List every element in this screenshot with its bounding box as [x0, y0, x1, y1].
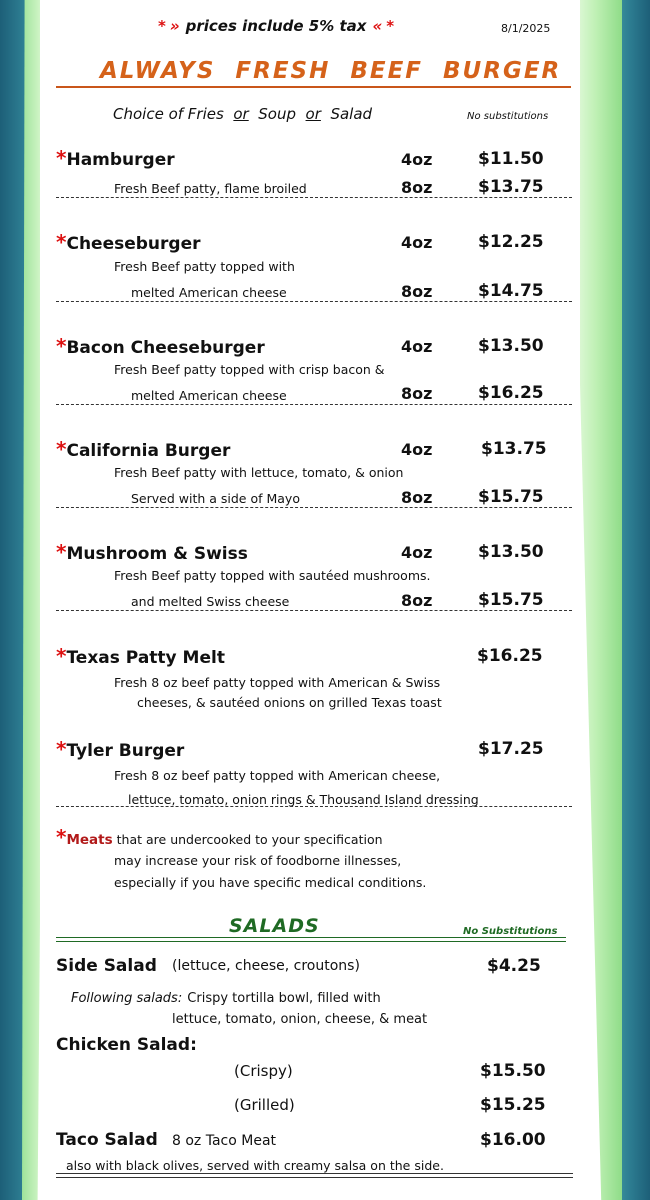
dashed-divider [56, 507, 572, 508]
side-salad-price: $4.25 [487, 956, 541, 976]
menu-item-name: *Cheeseburger [56, 230, 201, 254]
double-chevron-right-icon: » [169, 17, 180, 35]
chicken-grilled-price: $15.25 [480, 1095, 546, 1115]
star-icon: * [56, 437, 67, 461]
size-label: 8oz [401, 178, 433, 197]
menu-item-price: $17.25 [478, 739, 544, 759]
side-choice: Choice of Fries or Soup or Salad [113, 105, 373, 123]
menu-item-description: lettuce, tomato, onion rings & Thousand Island dressing [128, 792, 479, 807]
menu-item-price: $16.25 [477, 646, 543, 666]
no-substitutions-note: No substitutions [467, 111, 549, 122]
menu-item-name: *Mushroom & Swiss [56, 540, 248, 564]
menu-item-price: $15.75 [478, 590, 544, 610]
star-icon: * [158, 17, 166, 35]
page-title: ALWAYS FRESH BEEF BURGER [100, 58, 562, 84]
size-label: 4oz [401, 440, 433, 459]
chicken-grilled-label: (Grilled) [234, 1096, 295, 1114]
menu-item-price: $12.25 [478, 232, 544, 252]
size-label: 4oz [401, 543, 433, 562]
salads-title: SALADS [229, 915, 320, 937]
menu-item-price: $15.75 [478, 487, 544, 507]
star-icon: * [56, 540, 67, 564]
menu-item-description: melted American cheese [131, 285, 287, 300]
star-icon: * [386, 17, 395, 35]
side-salad-description: (lettuce, cheese, croutons) [172, 958, 360, 974]
menu-item-price: $13.50 [478, 336, 544, 356]
menu-item-name: *Hamburger [56, 146, 175, 170]
menu-item-description: and melted Swiss cheese [131, 594, 290, 609]
bottom-rule [56, 1173, 573, 1178]
menu-item-name: *Texas Patty Melt [56, 644, 225, 668]
menu-item-description: Fresh Beef patty with lettuce, tomato, & onion [114, 465, 404, 480]
taco-salad-name: Taco Salad [56, 1130, 158, 1150]
menu-item-price: $13.75 [478, 177, 544, 197]
side-salad-name: Side Salad [56, 956, 157, 976]
size-label: 4oz [401, 337, 433, 356]
star-icon: * [56, 146, 67, 170]
menu-item-description: Fresh 8 oz beef patty topped with American cheese, [114, 768, 441, 783]
chicken-crispy-price: $15.50 [480, 1061, 546, 1081]
taco-salad-price: $16.00 [480, 1130, 546, 1150]
menu-item-description: cheeses, & sautéed onions on grilled Texas toast [137, 695, 442, 710]
star-icon: * [56, 334, 67, 358]
dashed-divider [56, 806, 572, 807]
menu-item-price: $13.75 [481, 439, 547, 459]
tax-note: * » prices include 5% tax « * [158, 17, 395, 35]
taco-salad-note: also with black olives, served with creamy salsa on the side. [66, 1158, 444, 1173]
following-salads-note-line: lettuce, tomato, onion, cheese, & meat [172, 1012, 428, 1027]
menu-item-description: Fresh Beef patty, flame broiled [114, 181, 307, 196]
menu-item-description: Fresh Beef patty topped with sautéed mushrooms. [114, 568, 431, 583]
salads-rule [56, 937, 566, 942]
menu-item-name: *California Burger [56, 437, 231, 461]
dashed-divider [56, 197, 572, 198]
menu-item-price: $16.25 [478, 383, 544, 403]
size-label: 4oz [401, 150, 433, 169]
size-label: 8oz [401, 591, 433, 610]
menu-item-name: *Tyler Burger [56, 737, 185, 761]
dashed-divider [56, 404, 572, 405]
chicken-salad-name: Chicken Salad: [56, 1035, 197, 1055]
menu-item-price: $11.50 [478, 149, 544, 169]
dashed-divider [56, 610, 572, 611]
salads-no-substitutions: No Substitutions [463, 926, 558, 937]
star-icon: * [56, 230, 67, 254]
size-label: 8oz [401, 282, 433, 301]
chicken-crispy-label: (Crispy) [234, 1062, 293, 1080]
menu-item-description: Fresh Beef patty topped with crisp bacon & [114, 362, 385, 377]
food-safety-notice: *Meats that are undercooked to your specification [56, 825, 383, 849]
menu-item-price: $13.50 [478, 542, 544, 562]
food-safety-notice-line: may increase your risk of foodborne illnesses, [114, 853, 402, 868]
size-label: 4oz [401, 233, 433, 252]
double-chevron-left-icon: « [372, 17, 383, 35]
following-salads-note: Following salads: Crispy tortilla bowl, filled with [71, 991, 381, 1006]
menu-item-description: Served with a side of Mayo [131, 491, 300, 506]
menu-item-description: Fresh Beef patty topped with [114, 259, 295, 274]
star-icon: * [56, 644, 67, 668]
menu-item-name: *Bacon Cheeseburger [56, 334, 265, 358]
size-label: 8oz [401, 488, 433, 507]
dashed-divider [56, 301, 572, 302]
menu-item-price: $14.75 [478, 281, 544, 301]
menu-date: 8/1/2025 [501, 22, 551, 35]
size-label: 8oz [401, 384, 433, 403]
star-icon: * [56, 825, 67, 849]
taco-salad-description: 8 oz Taco Meat [172, 1133, 277, 1149]
food-safety-notice-line: especially if you have specific medical conditions. [114, 875, 427, 890]
star-icon: * [56, 737, 67, 761]
menu-item-description: melted American cheese [131, 388, 287, 403]
menu-item-description: Fresh 8 oz beef patty topped with American & Swiss [114, 675, 441, 690]
title-rule [56, 86, 571, 88]
